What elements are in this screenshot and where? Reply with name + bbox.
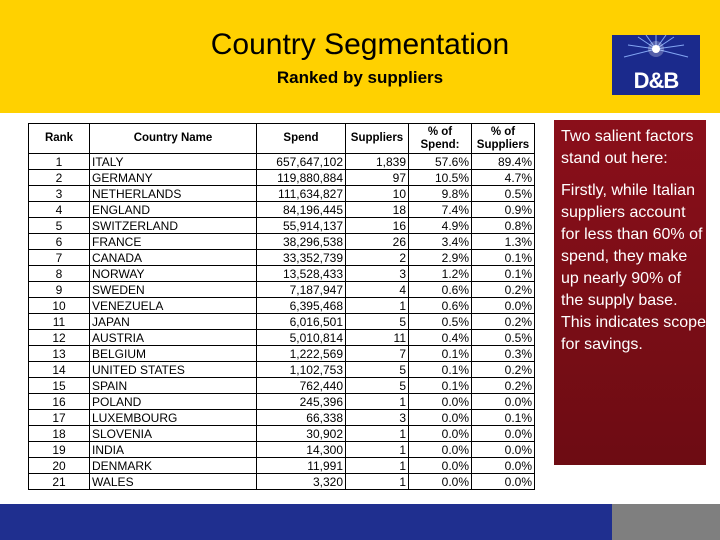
cell-pct-spend: 0.1% (409, 362, 472, 378)
cell-pct-suppliers: 0.5% (472, 330, 535, 346)
footer-bar (0, 504, 612, 540)
insight-callout (554, 120, 706, 465)
cell-pct-spend: 9.8% (409, 186, 472, 202)
table-row (29, 362, 535, 378)
cell-pct-spend: 0.0% (409, 426, 472, 442)
cell-country: CANADA (90, 250, 257, 266)
cell-spend: 14,300 (257, 442, 346, 458)
cell-rank: 9 (29, 282, 90, 298)
cell-pct-suppliers: 0.5% (472, 186, 535, 202)
col-pct-spend-header: % of Spend: (409, 124, 472, 154)
col-spend-header: Spend (257, 124, 346, 154)
cell-suppliers: 1 (346, 442, 409, 458)
table-row (29, 250, 535, 266)
cell-spend: 11,991 (257, 458, 346, 474)
cell-spend: 245,396 (257, 394, 346, 410)
cell-rank: 4 (29, 202, 90, 218)
page-title: Country Segmentation (210, 28, 510, 61)
cell-rank: 2 (29, 170, 90, 186)
cell-suppliers: 16 (346, 218, 409, 234)
table-row (29, 314, 535, 330)
cell-rank: 6 (29, 234, 90, 250)
table-row (29, 266, 535, 282)
cell-spend: 38,296,538 (257, 234, 346, 250)
table-row (29, 378, 535, 394)
cell-pct-spend: 3.4% (409, 234, 472, 250)
cell-country: SLOVENIA (90, 426, 257, 442)
cell-pct-suppliers: 0.8% (472, 218, 535, 234)
page-subtitle: Ranked by suppliers (276, 68, 444, 87)
logo-text: D&B (633, 68, 679, 93)
cell-pct-spend: 0.0% (409, 442, 472, 458)
cell-suppliers: 4 (346, 282, 409, 298)
cell-rank: 11 (29, 314, 90, 330)
callout-paragraph-1: Two salient factors stand out here: (561, 128, 694, 167)
cell-rank: 16 (29, 394, 90, 410)
cell-suppliers: 5 (346, 314, 409, 330)
header-banner (0, 0, 720, 113)
cell-country: UNITED STATES (90, 362, 257, 378)
cell-pct-spend: 0.0% (409, 394, 472, 410)
cell-pct-suppliers: 0.0% (472, 298, 535, 314)
table-header-row (29, 124, 535, 154)
callout-paragraph-2: Firstly, while Italian suppliers account for less than 60% of spend, they make up nearly 90% of the supply base. This indicates scope for savings. (561, 182, 706, 353)
cell-suppliers: 10 (346, 186, 409, 202)
cell-pct-suppliers: 0.2% (472, 362, 535, 378)
cell-spend: 111,634,827 (257, 186, 346, 202)
cell-pct-spend: 0.0% (409, 474, 472, 490)
cell-pct-spend: 4.9% (409, 218, 472, 234)
cell-pct-suppliers: 0.0% (472, 426, 535, 442)
cell-rank: 15 (29, 378, 90, 394)
cell-suppliers: 7 (346, 346, 409, 362)
cell-rank: 12 (29, 330, 90, 346)
cell-suppliers: 26 (346, 234, 409, 250)
table-row (29, 394, 535, 410)
cell-country: VENEZUELA (90, 298, 257, 314)
cell-country: SWEDEN (90, 282, 257, 298)
cell-pct-spend: 2.9% (409, 250, 472, 266)
cell-spend: 1,102,753 (257, 362, 346, 378)
cell-country: BELGIUM (90, 346, 257, 362)
cell-pct-spend: 10.5% (409, 170, 472, 186)
cell-suppliers: 3 (346, 266, 409, 282)
cell-pct-spend: 0.0% (409, 458, 472, 474)
cell-suppliers: 1,839 (346, 154, 409, 170)
table-row (29, 234, 535, 250)
cell-country: POLAND (90, 394, 257, 410)
cell-spend: 762,440 (257, 378, 346, 394)
cell-spend: 7,187,947 (257, 282, 346, 298)
cell-rank: 5 (29, 218, 90, 234)
cell-pct-spend: 0.4% (409, 330, 472, 346)
cell-suppliers: 1 (346, 474, 409, 490)
cell-suppliers: 5 (346, 378, 409, 394)
cell-pct-spend: 0.1% (409, 378, 472, 394)
cell-country: AUSTRIA (90, 330, 257, 346)
cell-pct-suppliers: 0.0% (472, 394, 535, 410)
cell-spend: 55,914,137 (257, 218, 346, 234)
cell-spend: 5,010,814 (257, 330, 346, 346)
cell-country: FRANCE (90, 234, 257, 250)
table-row (29, 170, 535, 186)
cell-pct-spend: 0.5% (409, 314, 472, 330)
col-rank-header: Rank (29, 124, 90, 154)
table-row (29, 282, 535, 298)
cell-pct-spend: 0.1% (409, 346, 472, 362)
cell-pct-suppliers: 0.2% (472, 282, 535, 298)
cell-country: LUXEMBOURG (90, 410, 257, 426)
cell-rank: 14 (29, 362, 90, 378)
cell-pct-suppliers: 0.1% (472, 410, 535, 426)
cell-spend: 1,222,569 (257, 346, 346, 362)
cell-rank: 1 (29, 154, 90, 170)
cell-pct-suppliers: 0.2% (472, 378, 535, 394)
cell-pct-spend: 0.6% (409, 282, 472, 298)
cell-pct-suppliers: 0.9% (472, 202, 535, 218)
cell-spend: 84,196,445 (257, 202, 346, 218)
footer-accent (612, 504, 720, 540)
cell-spend: 3,320 (257, 474, 346, 490)
cell-rank: 7 (29, 250, 90, 266)
cell-spend: 6,016,501 (257, 314, 346, 330)
table-row (29, 218, 535, 234)
cell-country: ENGLAND (90, 202, 257, 218)
cell-suppliers: 18 (346, 202, 409, 218)
cell-spend: 30,902 (257, 426, 346, 442)
cell-rank: 19 (29, 442, 90, 458)
country-table-container (28, 123, 535, 490)
table-row (29, 202, 535, 218)
cell-suppliers: 5 (346, 362, 409, 378)
cell-pct-suppliers: 4.7% (472, 170, 535, 186)
cell-country: INDIA (90, 442, 257, 458)
cell-pct-suppliers: 0.1% (472, 250, 535, 266)
cell-pct-suppliers: 1.3% (472, 234, 535, 250)
cell-pct-suppliers: 0.2% (472, 314, 535, 330)
cell-country: SPAIN (90, 378, 257, 394)
cell-pct-spend: 0.6% (409, 298, 472, 314)
cell-suppliers: 3 (346, 410, 409, 426)
col-country-header: Country Name (90, 124, 257, 154)
table-row (29, 298, 535, 314)
cell-rank: 13 (29, 346, 90, 362)
country-segmentation-table (28, 123, 535, 490)
cell-suppliers: 1 (346, 394, 409, 410)
cell-country: GERMANY (90, 170, 257, 186)
table-row (29, 442, 535, 458)
cell-rank: 21 (29, 474, 90, 490)
table-row (29, 330, 535, 346)
cell-suppliers: 1 (346, 458, 409, 474)
cell-pct-spend: 7.4% (409, 202, 472, 218)
cell-spend: 657,647,102 (257, 154, 346, 170)
cell-pct-suppliers: 0.1% (472, 266, 535, 282)
table-row (29, 186, 535, 202)
cell-rank: 20 (29, 458, 90, 474)
cell-rank: 17 (29, 410, 90, 426)
table-row (29, 474, 535, 490)
table-row (29, 426, 535, 442)
cell-pct-suppliers: 0.0% (472, 442, 535, 458)
cell-pct-suppliers: 0.0% (472, 458, 535, 474)
dnb-logo (612, 35, 700, 95)
cell-pct-spend: 1.2% (409, 266, 472, 282)
cell-suppliers: 1 (346, 298, 409, 314)
cell-suppliers: 97 (346, 170, 409, 186)
cell-country: NETHERLANDS (90, 186, 257, 202)
cell-pct-suppliers: 89.4% (472, 154, 535, 170)
cell-spend: 33,352,739 (257, 250, 346, 266)
cell-country: NORWAY (90, 266, 257, 282)
cell-country: ITALY (90, 154, 257, 170)
cell-pct-spend: 57.6% (409, 154, 472, 170)
cell-spend: 66,338 (257, 410, 346, 426)
cell-rank: 8 (29, 266, 90, 282)
cell-country: WALES (90, 474, 257, 490)
table-row (29, 346, 535, 362)
cell-spend: 119,880,884 (257, 170, 346, 186)
cell-suppliers: 11 (346, 330, 409, 346)
cell-spend: 13,528,433 (257, 266, 346, 282)
cell-country: SWITZERLAND (90, 218, 257, 234)
cell-spend: 6,395,468 (257, 298, 346, 314)
cell-suppliers: 2 (346, 250, 409, 266)
cell-country: DENMARK (90, 458, 257, 474)
table-row (29, 154, 535, 170)
col-pct-suppliers-header: % of Suppliers (472, 124, 535, 154)
table-row (29, 410, 535, 426)
cell-rank: 18 (29, 426, 90, 442)
cell-rank: 3 (29, 186, 90, 202)
table-row (29, 458, 535, 474)
cell-pct-spend: 0.0% (409, 410, 472, 426)
col-suppliers-header: Suppliers (346, 124, 409, 154)
cell-pct-suppliers: 0.0% (472, 474, 535, 490)
cell-country: JAPAN (90, 314, 257, 330)
cell-suppliers: 1 (346, 426, 409, 442)
cell-rank: 10 (29, 298, 90, 314)
cell-pct-suppliers: 0.3% (472, 346, 535, 362)
